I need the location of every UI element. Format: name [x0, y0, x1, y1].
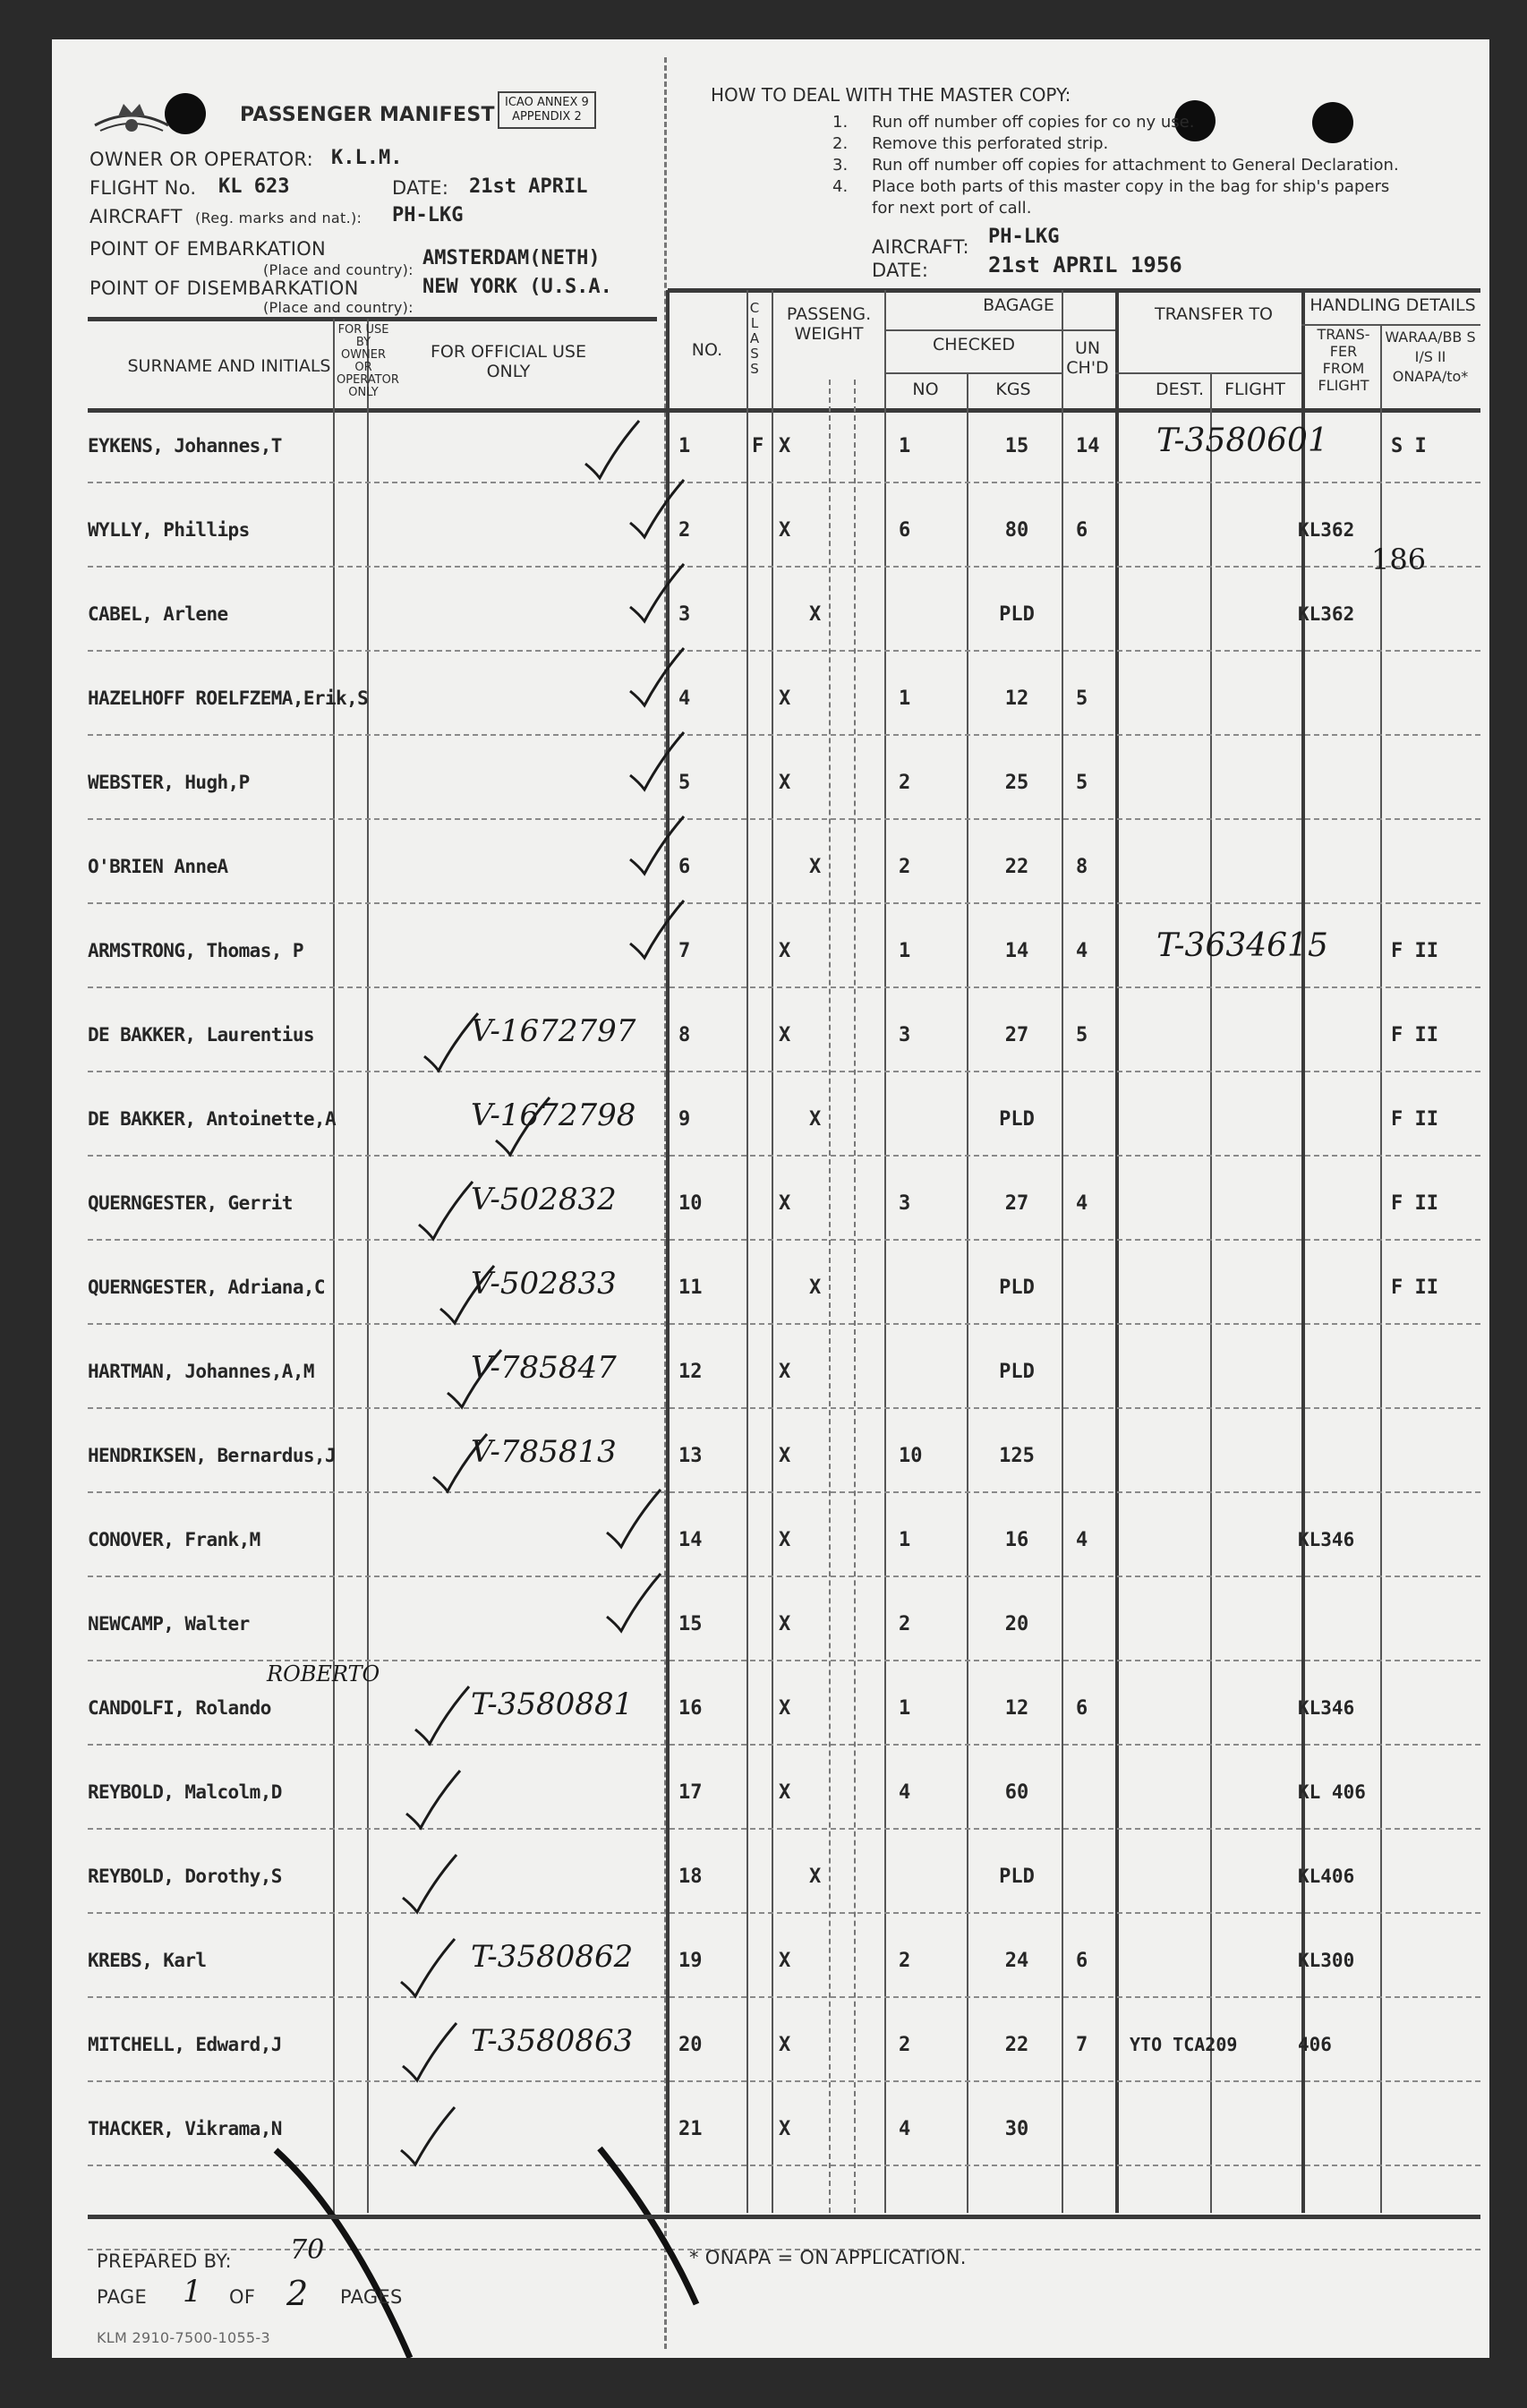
bag-unchecked: 5: [1076, 1024, 1088, 1046]
bag-kgs: 20: [1004, 1613, 1029, 1635]
weight-mark: X: [779, 687, 791, 710]
passenger-name: DE BAKKER, Antoinette,A: [88, 1108, 336, 1130]
passenger-name: O'BRIEN AnneA: [88, 856, 228, 877]
weight-mark: X: [779, 1445, 791, 1467]
passenger-name: HARTMAN, Johannes,A,M: [88, 1361, 314, 1382]
handling-code: F II: [1391, 1024, 1438, 1046]
bag-kgs: 12: [1004, 1697, 1029, 1720]
bag-kgs: 12: [1004, 687, 1029, 710]
transfer-from-flight: KL406: [1298, 1866, 1355, 1887]
bag-unchecked: 8: [1076, 856, 1088, 878]
transfer-from-flight: KL 406: [1298, 1781, 1366, 1803]
bag-kgs: PLD: [999, 603, 1035, 626]
bag-count: 2: [899, 1950, 911, 1972]
embarkation-sublabel: (Place and country):: [263, 261, 414, 278]
col-header-transfer-from: TRANS- FER FROM FLIGHT: [1317, 326, 1370, 394]
instruction-text: Run off number off copies for co ny use.: [872, 113, 1195, 132]
official-visa-number: T-3580863: [471, 2023, 634, 2059]
disembarkation-label: POINT OF DISEMBARKATION: [90, 278, 359, 299]
bag-count: 10: [899, 1445, 923, 1467]
bag-kgs: PLD: [999, 1108, 1035, 1131]
instruction-number: 2.: [832, 134, 849, 153]
weight-mark: X: [779, 519, 791, 542]
class-code: F: [752, 435, 764, 457]
weight-mark: X: [779, 1697, 791, 1720]
aircraft-sublabel: (Reg. marks and nat.):: [195, 209, 363, 226]
seq-number: 6: [678, 856, 691, 878]
weight-mark: X: [809, 1108, 822, 1131]
passenger-name: DE BAKKER, Laurentius: [88, 1024, 314, 1046]
bag-count: 1: [899, 1697, 911, 1720]
col-header-transfer: TRANSFER TO: [1154, 304, 1274, 324]
seq-number: 2: [678, 519, 691, 542]
col-header-handling: HANDLING DETAILS: [1309, 295, 1476, 315]
disembarkation-sublabel: (Place and country):: [263, 299, 414, 316]
bag-count: 3: [899, 1024, 911, 1046]
bag-kgs: 27: [1004, 1024, 1029, 1046]
bag-kgs: 22: [1004, 856, 1029, 878]
passenger-name: THACKER, Vikrama,N: [88, 2118, 282, 2139]
weight-mark: X: [779, 940, 791, 962]
transfer-from-flight: KL346: [1298, 1697, 1355, 1719]
bag-count: 2: [899, 1613, 911, 1635]
seq-number: 8: [678, 1024, 691, 1046]
col-header-surname: SURNAME AND INITIALS: [127, 356, 331, 376]
instr-aircraft-value: PH-LKG: [988, 226, 1060, 248]
weight-mark: X: [779, 2118, 791, 2140]
passenger-name: QUERNGESTER, Adriana,C: [88, 1277, 325, 1298]
bag-count: 2: [899, 856, 911, 878]
bag-kgs: PLD: [999, 1866, 1035, 1888]
seq-number: 19: [678, 1950, 703, 1972]
instruction-text: Remove this perforated strip.: [872, 134, 1109, 153]
weight-mark: X: [779, 2034, 791, 2056]
seq-number: 18: [678, 1866, 703, 1888]
margin-note: 186: [1371, 542, 1427, 576]
bag-count: 1: [899, 687, 911, 710]
seq-number: 3: [678, 603, 691, 626]
weight-mark: X: [779, 435, 791, 457]
seq-number: 16: [678, 1697, 703, 1720]
passenger-name: REYBOLD, Malcolm,D: [88, 1781, 282, 1803]
col-header-weight: PASSENG. WEIGHT: [786, 304, 872, 344]
instruction-number: 1.: [832, 113, 849, 132]
flight-label: FLIGHT No.: [90, 177, 197, 199]
weight-mark: X: [779, 1361, 791, 1383]
bag-kgs: 16: [1004, 1529, 1029, 1551]
col-header-owner-use: FOR USE BY OWNER OR OPERATOR ONLY: [337, 323, 399, 399]
owner-label: OWNER OR OPERATOR:: [90, 149, 314, 170]
col-header-class: CLASS: [749, 300, 760, 377]
official-visa-number: V-1672797: [471, 1013, 636, 1049]
col-header-official: FOR OFFICIAL USE ONLY: [430, 342, 586, 381]
bag-count: 1: [899, 940, 911, 962]
bag-unchecked: 5: [1076, 687, 1088, 710]
passenger-name: REYBOLD, Dorothy,S: [88, 1866, 282, 1887]
bag-count: 6: [899, 519, 911, 542]
instr-date-label: DATE:: [872, 260, 929, 281]
flight-value: KL 623: [218, 175, 290, 198]
footer-rule: [88, 2215, 1480, 2219]
bag-count: 1: [899, 1529, 911, 1551]
official-visa-number: V-1672798: [471, 1097, 636, 1133]
disembarkation-value: NEW YORK (U.S.A.: [422, 276, 612, 298]
seq-number: 10: [678, 1192, 703, 1215]
bag-unchecked: 6: [1076, 519, 1088, 542]
bag-kgs: 15: [1004, 435, 1029, 457]
seq-number: 17: [678, 1781, 703, 1804]
passenger-name: WEBSTER, Hugh,P: [88, 772, 250, 793]
name-correction-annotation: ROBERTO: [267, 1661, 380, 1686]
official-visa-number: V-785847: [471, 1350, 617, 1386]
passenger-name: EYKENS, Johannes,T: [88, 435, 282, 457]
instruction-text: Place both parts of this master copy in the bag for ship's papers: [872, 177, 1390, 196]
icao-annex-line: ICAO ANNEX 9: [505, 96, 589, 109]
bag-count: 4: [899, 1781, 911, 1804]
transfer-destination: YTO TCA209: [1130, 2034, 1238, 2055]
passenger-name: NEWCAMP, Walter: [88, 1613, 250, 1635]
col-header-unchd: UN CH'D: [1066, 338, 1109, 378]
seq-number: 13: [678, 1445, 703, 1467]
transfer-from-flight: KL362: [1298, 519, 1355, 541]
seq-number: 21: [678, 2118, 703, 2140]
instructions-title: HOW TO DEAL WITH THE MASTER COPY:: [711, 84, 1071, 106]
transfer-destination: T-3580601: [1156, 423, 1328, 459]
passenger-name: ARMSTRONG, Thomas, P: [88, 940, 303, 961]
weight-mark: X: [779, 1529, 791, 1551]
handling-code: F II: [1391, 1192, 1438, 1215]
transfer-from-flight: KL346: [1298, 1529, 1355, 1550]
bag-unchecked: 7: [1076, 2034, 1088, 2056]
bag-count: 2: [899, 772, 911, 794]
official-visa-number: T-3580881: [471, 1686, 634, 1722]
weight-mark: X: [779, 1024, 791, 1046]
instruction-text: for next port of call.: [872, 199, 1032, 218]
weight-mark: X: [809, 1866, 822, 1888]
bag-count: 2: [899, 2034, 911, 2056]
bag-unchecked: 4: [1076, 1529, 1088, 1551]
weight-mark: X: [779, 1950, 791, 1972]
transfer-from-flight: 406: [1298, 2034, 1332, 2055]
passenger-name: MITCHELL, Edward,J: [88, 2034, 282, 2055]
col-header-checked: CHECKED: [933, 335, 1015, 354]
passenger-name: KREBS, Karl: [88, 1950, 207, 1971]
seq-number: 12: [678, 1361, 703, 1383]
passenger-name: WYLLY, Phillips: [88, 519, 250, 541]
col-header-waraa: WARAA/BB S I/S II ONAPA/to*: [1385, 329, 1476, 385]
weight-mark: X: [779, 1613, 791, 1635]
passenger-name: QUERNGESTER, Gerrit: [88, 1192, 293, 1214]
onapa-note: * ONAPA = ON APPLICATION.: [689, 2247, 967, 2268]
col-header-no: NO.: [691, 340, 723, 360]
handling-code: F II: [1391, 940, 1438, 962]
weight-mark: X: [779, 772, 791, 794]
prepared-by-value: 70: [290, 2234, 325, 2266]
col-header-kgs: KGS: [995, 380, 1031, 399]
of-value: 2: [286, 2274, 309, 2313]
bag-kgs: 80: [1004, 519, 1029, 542]
col-header-bagage: BAGAGE: [983, 295, 1054, 315]
bag-kgs: 125: [999, 1445, 1035, 1467]
bag-unchecked: 14: [1076, 435, 1100, 457]
bag-kgs: 14: [1004, 940, 1029, 962]
transfer-from-flight: KL362: [1298, 603, 1355, 625]
form-code: KLM 2910-7500-1055-3: [97, 2329, 270, 2346]
col-header-dest: DEST.: [1155, 380, 1205, 399]
aircraft-label: AIRCRAFT: [90, 206, 183, 227]
col-header-bag-no: NO: [912, 380, 939, 399]
bag-count: 4: [899, 2118, 911, 2140]
seq-number: 4: [678, 687, 691, 710]
weight-mark: X: [809, 856, 822, 878]
handling-code: F II: [1391, 1108, 1438, 1131]
instruction-number: 4.: [832, 177, 849, 196]
handling-code: F II: [1391, 1277, 1438, 1299]
owner-value: K.L.M.: [331, 147, 403, 169]
official-visa-number: V-785813: [471, 1434, 617, 1470]
embarkation-label: POINT OF EMBARKATION: [90, 238, 327, 260]
bag-kgs: 24: [1004, 1950, 1029, 1972]
passenger-name: CANDOLFI, Rolando: [88, 1697, 271, 1719]
bag-kgs: PLD: [999, 1277, 1035, 1299]
bag-kgs: 30: [1004, 2118, 1029, 2140]
seq-number: 15: [678, 1613, 703, 1635]
passenger-name: HENDRIKSEN, Bernardus,J: [88, 1445, 336, 1466]
bag-kgs: PLD: [999, 1361, 1035, 1383]
bag-kgs: 22: [1004, 2034, 1029, 2056]
seq-number: 7: [678, 940, 691, 962]
official-visa-number: V-502833: [471, 1266, 617, 1302]
passenger-name: CABEL, Arlene: [88, 603, 228, 625]
weight-mark: X: [779, 1781, 791, 1804]
handling-code: S I: [1391, 435, 1427, 457]
prepared-by-label: PREPARED BY:: [97, 2250, 232, 2272]
manifest-title: PASSENGER MANIFEST: [240, 104, 495, 126]
official-visa-number: V-502832: [471, 1182, 617, 1217]
transfer-destination: T-3634615: [1156, 927, 1328, 964]
weight-mark: X: [809, 1277, 822, 1299]
cancel-strokes: [52, 39, 1489, 2358]
col-header-flight: FLIGHT: [1224, 380, 1285, 399]
bag-unchecked: 6: [1076, 1697, 1088, 1720]
instr-date-value: 21st APRIL 1956: [988, 252, 1182, 278]
bag-unchecked: 4: [1076, 940, 1088, 962]
instruction-number: 3.: [832, 156, 849, 175]
transfer-from-flight: KL300: [1298, 1950, 1355, 1971]
of-label: OF: [229, 2286, 256, 2308]
embarkation-value: AMSTERDAM(NETH): [422, 247, 601, 269]
bag-unchecked: 5: [1076, 772, 1088, 794]
page-value: 1: [183, 2274, 202, 2310]
page-label: PAGE: [97, 2286, 148, 2308]
bag-count: 1: [899, 435, 911, 457]
icao-appendix-line: APPENDIX 2: [512, 110, 582, 124]
date-label: DATE:: [392, 177, 449, 199]
bag-kgs: 25: [1004, 772, 1029, 794]
bag-count: 3: [899, 1192, 911, 1215]
date-value: 21st APRIL: [469, 175, 588, 198]
seq-number: 14: [678, 1529, 703, 1551]
weight-mark: X: [809, 603, 822, 626]
manifest-page: [52, 39, 1489, 2358]
passenger-name: CONOVER, Frank,M: [88, 1529, 260, 1550]
seq-number: 9: [678, 1108, 691, 1131]
seq-number: 1: [678, 435, 691, 457]
instruction-text: Run off number off copies for attachment to General Declaration.: [872, 156, 1399, 175]
bag-unchecked: 4: [1076, 1192, 1088, 1215]
weight-mark: X: [779, 1192, 791, 1215]
official-visa-number: T-3580862: [471, 1939, 634, 1975]
seq-number: 20: [678, 2034, 703, 2056]
aircraft-value: PH-LKG: [392, 204, 464, 226]
seq-number: 11: [678, 1277, 703, 1299]
pages-label: PAGES: [340, 2286, 403, 2308]
bag-kgs: 27: [1004, 1192, 1029, 1215]
bag-unchecked: 6: [1076, 1950, 1088, 1972]
instr-aircraft-label: AIRCRAFT:: [872, 236, 969, 258]
passenger-name: HAZELHOFF ROELFZEMA,Erik,S: [88, 687, 369, 709]
seq-number: 5: [678, 772, 691, 794]
bag-kgs: 60: [1004, 1781, 1029, 1804]
